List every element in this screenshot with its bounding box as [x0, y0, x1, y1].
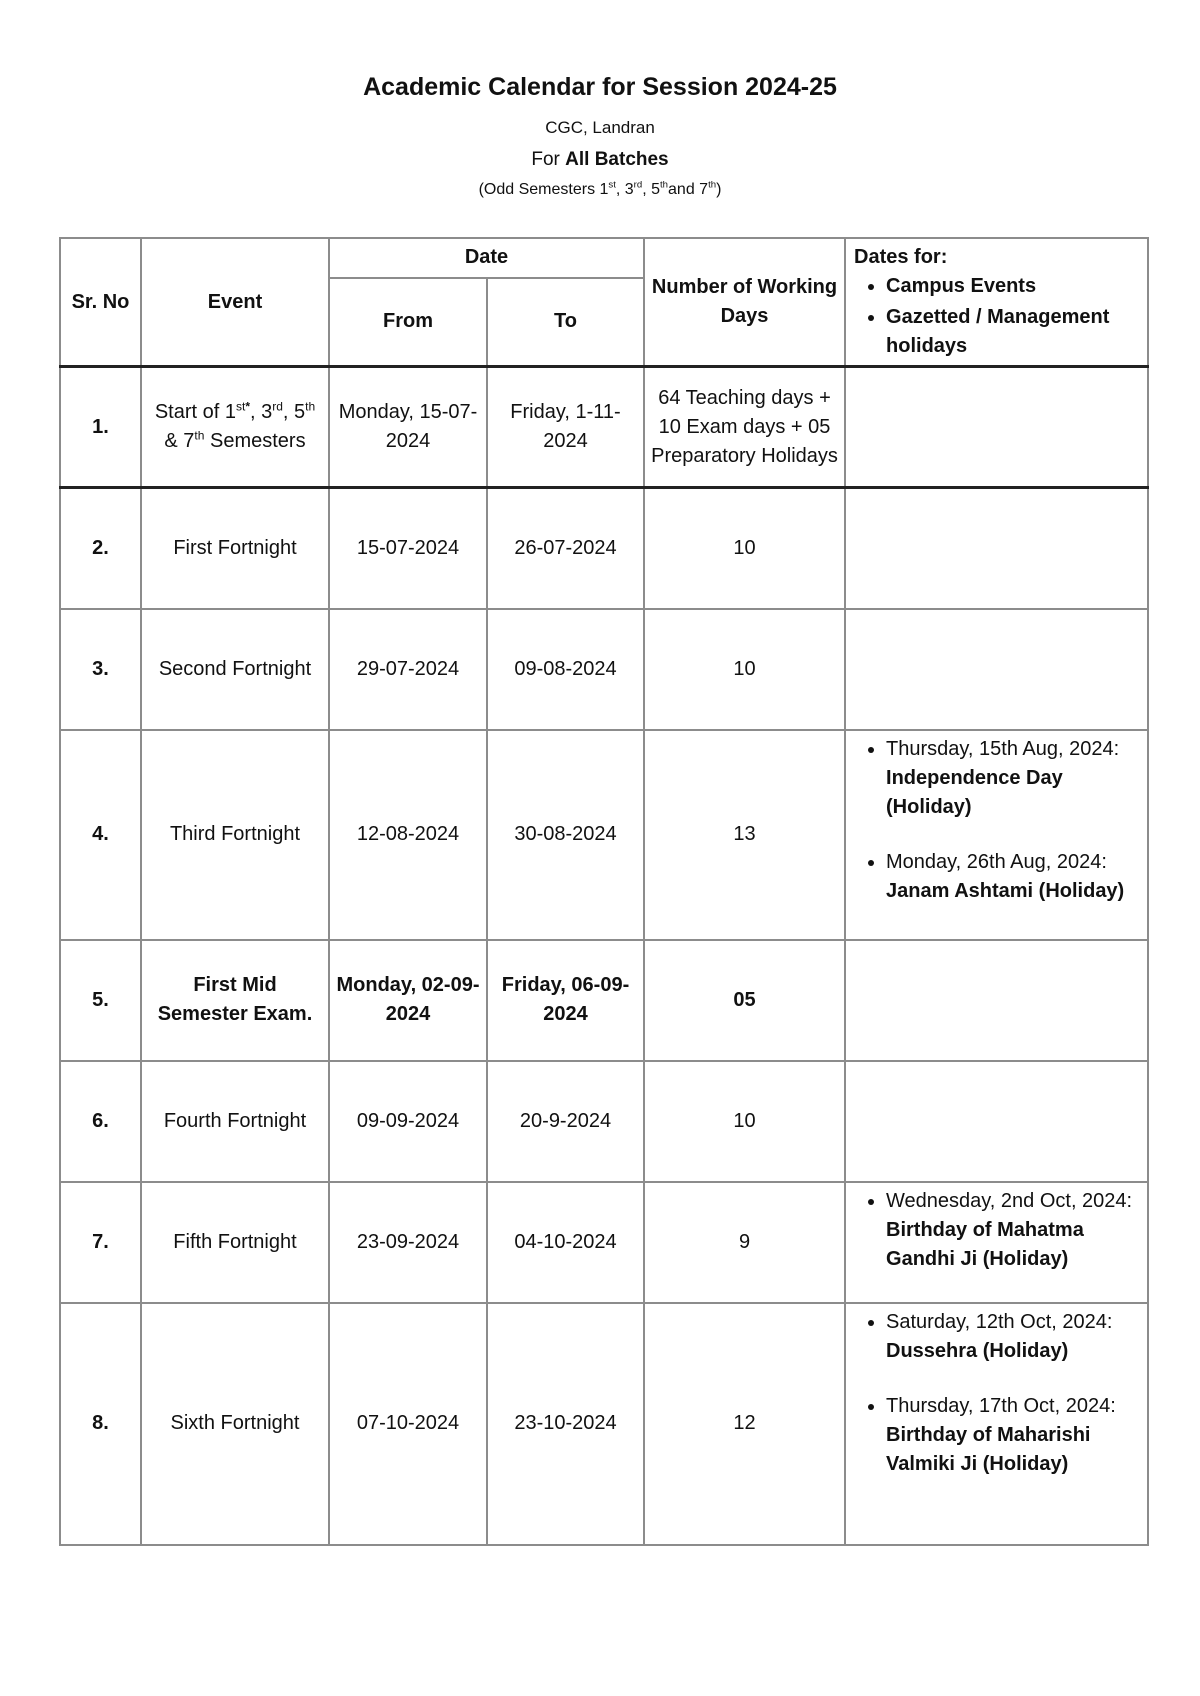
row-notes [845, 367, 1148, 488]
col-header-event: Event [141, 238, 329, 367]
table-row [60, 730, 1148, 940]
batch-name: All Batches [565, 149, 669, 170]
row-to: 09-08-2024 [487, 609, 644, 730]
row-sr: 1. [60, 367, 141, 488]
table-header-row [60, 238, 1148, 278]
row-days: 10 [644, 609, 845, 730]
row-to: 26-07-2024 [487, 488, 644, 609]
col-header-date: Date [329, 238, 644, 278]
row-to: 30-08-2024 [487, 730, 644, 940]
holiday-list [854, 1187, 1139, 1274]
holiday-list [854, 735, 1139, 906]
row-from: 15-07-2024 [329, 488, 487, 609]
campus-events-label: • Campus Events [886, 272, 1139, 301]
row-days: 10 [644, 488, 845, 609]
col-header-days: Number of Working Days [644, 238, 845, 367]
holiday-item: • Thursday, 15th Aug, 2024: Independence Day (Holiday) [886, 735, 1139, 822]
row-days: 13 [644, 730, 845, 940]
row-from: Monday, 15-07-2024 [329, 367, 487, 488]
row-event: First Mid Semester Exam. [141, 940, 329, 1061]
col-header-sr: Sr. No [60, 238, 141, 367]
holiday-item: • Monday, 26th Aug, 2024: Janam Ashtami (Holiday) [886, 848, 1139, 906]
row-days: 9 [644, 1182, 845, 1303]
row-notes [845, 609, 1148, 730]
table-row [60, 1061, 1148, 1182]
row-event: Fifth Fortnight [141, 1182, 329, 1303]
row-days: 05 [644, 940, 845, 1061]
row-notes [845, 488, 1148, 609]
holiday-item: • Wednesday, 2nd Oct, 2024: Birthday of Mahatma Gandhi Ji (Holiday) [886, 1187, 1139, 1274]
row-event: Fourth Fortnight [141, 1061, 329, 1182]
col-header-to: To [487, 278, 644, 367]
dates-for-list [854, 272, 1139, 361]
holiday-item: • Thursday, 17th Oct, 2024: Birthday of Maharishi Valmiki Ji (Holiday) [886, 1392, 1139, 1479]
row-from: 09-09-2024 [329, 1061, 487, 1182]
row-sr: 8. [60, 1303, 141, 1545]
table-row [60, 609, 1148, 730]
institution-name: CGC, Landran [545, 118, 655, 137]
row-from: 23-09-2024 [329, 1182, 487, 1303]
row-sr: 6. [60, 1061, 141, 1182]
row-days: 12 [644, 1303, 845, 1545]
row-notes [845, 940, 1148, 1061]
row-event: Second Fortnight [141, 609, 329, 730]
row-to: Friday, 06-09-2024 [487, 940, 644, 1061]
batch-prefix: For [531, 149, 560, 170]
col-header-from: From [329, 278, 487, 367]
col-header-dates-for [845, 238, 1148, 367]
row-event: Start of $1^{st*}$, 3rd, 5th & 7th Semesters [141, 367, 329, 488]
table-row [60, 367, 1148, 488]
table-row [60, 1303, 1148, 1545]
row-sr: 5. [60, 940, 141, 1061]
row-from: 07-10-2024 [329, 1303, 487, 1545]
row-sr: 2. [60, 488, 141, 609]
calendar-table [59, 237, 1149, 1546]
table-row [60, 940, 1148, 1061]
row-from: Monday, 02-09-2024 [329, 940, 487, 1061]
holiday-item: • Saturday, 12th Oct, 2024: Dussehra (Holiday) [886, 1308, 1139, 1366]
row-days: 64 Teaching days + 10 Exam days + 05 Preparatory Holidays [644, 367, 845, 488]
row-sr: 3. [60, 609, 141, 730]
gazetted-label: • Gazetted / Management holidays [886, 303, 1139, 361]
row-notes [845, 1061, 1148, 1182]
row-event: Third Fortnight [141, 730, 329, 940]
row-notes [845, 1182, 1148, 1303]
row-to: 20-9-2024 [487, 1061, 644, 1182]
row-from: 29-07-2024 [329, 609, 487, 730]
row-to: 04-10-2024 [487, 1182, 644, 1303]
table-row [60, 488, 1148, 609]
row-to: Friday, 1-11-2024 [487, 367, 644, 488]
row-notes [845, 730, 1148, 940]
row-from: 12-08-2024 [329, 730, 487, 940]
document-title: Academic Calendar for Session 2024-25 [363, 73, 837, 101]
dates-for-label: Dates for: [854, 246, 948, 268]
row-sr: 7. [60, 1182, 141, 1303]
row-notes [845, 1303, 1148, 1545]
semesters-line: (Odd Semesters 1st, 3rd, 5thand 7th) [478, 179, 722, 198]
table-row [60, 1182, 1148, 1303]
batch-line [0, 149, 1200, 171]
holiday-list [854, 1308, 1139, 1479]
row-event: First Fortnight [141, 488, 329, 609]
row-to: 23-10-2024 [487, 1303, 644, 1545]
row-sr: 4. [60, 730, 141, 940]
row-days: 10 [644, 1061, 845, 1182]
row-event: Sixth Fortnight [141, 1303, 329, 1545]
